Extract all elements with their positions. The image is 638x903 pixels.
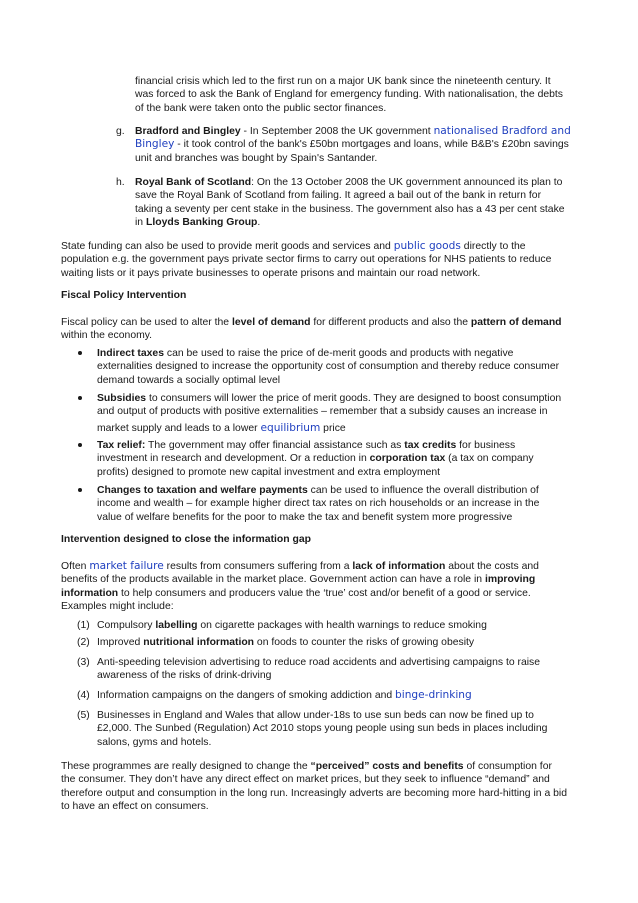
link-market-failure[interactable]: market failure (89, 560, 164, 572)
list-marker: (3) (77, 657, 90, 668)
list-marker: h. (116, 177, 125, 188)
information-gap-paragraph: Often market failure results from consumers suffering from a lack of information about the costs and benefits of the products available in the market place. Government action can have a role in improving information to help consumers and producers value the ‘true’ cost and/or benefit of a good or service. Examples might include: (61, 560, 539, 612)
bullet-dot (78, 396, 82, 400)
list-marker: (4) (77, 690, 90, 701)
continuation-paragraph: financial crisis which led to the first run on a major UK bank since the nineteenth century. It was forced to ask the Bank of England for emergency funding. With nationalisation, the debts of the bank were taken onto the public sector finances. (135, 76, 563, 114)
link-equilibrium[interactable]: equilibrium (260, 421, 321, 434)
link-binge-drinking[interactable]: binge-drinking (395, 689, 472, 701)
link-bingley[interactable]: Bingley (135, 138, 175, 151)
closing-paragraph: These programmes are really designed to change the “perceived” costs and benefits of consumption for the consumer. They don’t have any direct effect on market prices, but they seek to influence “demand” and therefore output and consumption in the long run. Increasingly adverts are becoming more hard-hitting in a bid to have an effect on consumers. (61, 761, 567, 812)
list-marker: g. (116, 126, 125, 137)
bullet-dot (78, 443, 82, 447)
link-public-goods[interactable]: public goods (393, 240, 461, 252)
list-marker: (5) (77, 710, 90, 721)
heading-information-gap: Intervention designed to close the information gap (61, 534, 311, 545)
document-page: financial crisis which led to the first run on a major UK bank since the nineteenth century. It was forced to ask the Bank of England for emergency funding. With nationalisation, the debts of the bank were taken onto the public sector finances. g. Bradford and Bingley - In September 2008 the UK government nationalised Bradford and Bingley - it took control of the bank's £50bn mortgages and loans, while B&B's £20bn savings unit and branches was bought by Spain's Santander. h. Royal Bank of Scotland: On the 13 October 2008 the UK government announced its plan to save the Royal Bank of Scotland from failing. It agreed a bail out of the bank in return for taking a seventy per cent stake in the business. The government also has a 43 per cent stake in Lloyds Banking Group. State funding can also be used to provide merit goods and services and public goods directly to the population e.g. the government pays private sector firms to carry out operations for NHS patients to reduce waiting lists or it pays private businesses to operate prisons and maintain our road network. Fiscal Policy Intervention Fiscal policy can be used to alter the level of demand for different products and also the pattern of demand within the economy. Indirect taxes can be used to raise the price of de-merit goods and products with negative externalities designed to increase the opportunity cost of consumption and thereby reduce consumer demand towards a socially optimal level Subsidies to consumers will lower the price of merit goods. They are designed to boost consumption and output of products with positive externalities – remember that a subsidy causes an increase in market supply and leads to a lower equilibrium price Tax relief: The government may offer financial assistance such as tax credits for business investment in research and development. Or a reduction in corporation tax (a tax on company profits) designed to promote new capital investment and extra employment Changes to taxation and welfare payments can be used to influence the overall distribution of income and wealth – for example higher direct tax rates on rich households or an increase in the value of welfare benefits for the poor to make the tax and benefit system more progressive Intervention designed to close the information gap Often market failure results from consumers suffering from a lack of information about the costs and benefits of the products available in the market place. Government action can have a role in improving information to help consumers and producers value the ‘true’ cost and/or benefit of a good or service. Examples might include: (1) Compulsory labelling on cigarette packages with health warnings to reduce smoking (2) Improved nutritional information on foods to counter the risks of growing obesity (3) Anti-speeding television advertising to reduce road accidents and advertising campaigns to raise awareness of the risks of drink-driving (4) Information campaigns on the dangers of smoking addiction and binge-drinking (5) Businesses in England and Wales that allow under-18s to use sun beds can now be fined up to £2,000. The Sunbed (Regulation) Act 2010 stops young people using sun beds in places including salons, gyms and hotels. These programmes are really designed to change the “perceived” costs and benefits of consumption for the consumer. They don’t have any direct effect on market prices, but they seek to influence “demand” and therefore output and consumption in the long run. Increasingly adverts are becoming more hard-hitting in a bid to have an effect on consumers. (0, 0, 638, 903)
link-nationalised-bradford-bingley[interactable]: nationalised Bradford and (433, 125, 571, 137)
bullet-dot (78, 488, 82, 492)
fiscal-intro-paragraph: Fiscal policy can be used to alter the level of demand for different products and also the pattern of demand within the economy. (61, 317, 562, 342)
list-marker: (2) (77, 637, 90, 648)
list-marker: (1) (77, 620, 90, 631)
heading-fiscal-policy: Fiscal Policy Intervention (61, 290, 187, 301)
bullet-dot (78, 351, 82, 355)
state-funding-paragraph: State funding can also be used to provide merit goods and services and public goods directly to the population e.g. the government pays private sector firms to carry out operations for NHS patients to reduce waiting lists or it pays private businesses to operate prisons and maintain our road network. (61, 240, 552, 279)
